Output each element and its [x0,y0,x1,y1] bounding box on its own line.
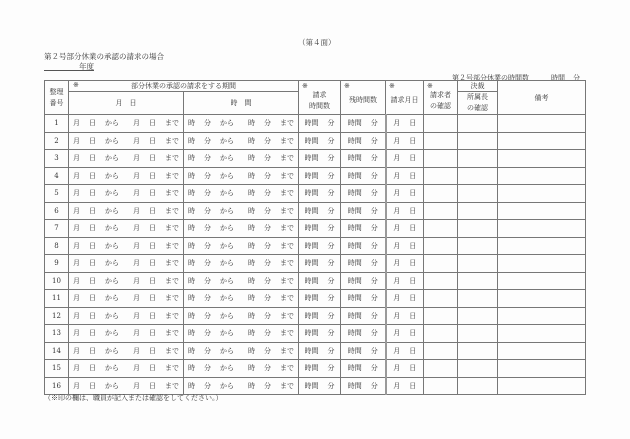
row-number: 11 [45,290,69,308]
head-confirm-field[interactable] [458,255,498,273]
head-confirm-field[interactable] [458,307,498,325]
requester-confirm-field[interactable] [424,307,458,325]
row-number: 16 [45,377,69,395]
date-range-field[interactable]: 月 日 から 月 日 まで [69,290,184,308]
time-range-field[interactable]: 時 分 から 時 分 まで [184,185,299,203]
remarks-field[interactable] [498,220,586,238]
remarks-field[interactable] [498,342,586,360]
requested-hours-field[interactable]: 時間 分 [299,325,341,343]
remarks-field[interactable] [498,307,586,325]
header-period-group: ※ 部分休業の承認の請求をする期間 [69,81,299,92]
header-number: 整理 番号 [45,81,69,115]
request-date-field[interactable]: 月 日 [386,132,424,150]
header-remarks: 備考 [498,81,586,115]
remaining-hours-field[interactable]: 時間 分 [341,255,386,273]
header-requester-confirm: ※ 請求者 の確認 [424,81,458,115]
requester-confirm-field[interactable] [424,272,458,290]
head-confirm-field[interactable] [458,325,498,343]
remarks-field[interactable] [498,377,586,395]
table-row [45,342,586,360]
row-number: 10 [45,272,69,290]
row-number: 7 [45,220,69,238]
remaining-hours-field[interactable]: 時間 分 [341,132,386,150]
table-row [45,307,586,325]
table-row [45,377,586,395]
remarks-field[interactable] [498,325,586,343]
row-number: 15 [45,360,69,378]
row-number: 12 [45,307,69,325]
remaining-hours-field[interactable]: 時間 分 [341,115,386,133]
requested-hours-field[interactable]: 時間 分 [299,202,341,220]
table-row [45,202,586,220]
requester-confirm-field[interactable] [424,220,458,238]
table-row [45,185,586,203]
time-range-field[interactable]: 時 分 から 時 分 まで [184,115,299,133]
header-date: 月 日 [69,92,184,115]
row-number: 5 [45,185,69,203]
requested-hours-field[interactable]: 時間 分 [299,185,341,203]
remaining-hours-field[interactable]: 時間 分 [341,360,386,378]
row-number: 6 [45,202,69,220]
date-range-field[interactable]: 月 日 から 月 日 まで [69,360,184,378]
head-confirm-field[interactable] [458,342,498,360]
table-row [45,255,586,273]
table-row [45,272,586,290]
remaining-hours-field[interactable]: 時間 分 [341,202,386,220]
requested-hours-field[interactable]: 時間 分 [299,237,341,255]
requested-hours-field[interactable]: 時間 分 [299,150,341,168]
table-row [45,150,586,168]
requester-confirm-field[interactable] [424,360,458,378]
remaining-hours-field[interactable]: 時間 分 [341,237,386,255]
hours-unit: 時間 [551,74,565,82]
date-range-field[interactable]: 月 日 から 月 日 まで [69,307,184,325]
row-number: 4 [45,167,69,185]
requested-hours-field[interactable]: 時間 分 [299,307,341,325]
request-date-field[interactable]: 月 日 [386,237,424,255]
table-row [45,360,586,378]
remaining-hours-field[interactable]: 時間 分 [341,167,386,185]
request-date-field[interactable]: 月 日 [386,115,424,133]
time-range-field[interactable]: 時 分 から 時 分 まで [184,202,299,220]
time-range-field[interactable]: 時 分 から 時 分 まで [184,342,299,360]
date-range-field[interactable]: 月 日 から 月 日 まで [69,167,184,185]
time-range-field[interactable]: 時 分 から 時 分 まで [184,167,299,185]
date-range-field[interactable]: 月 日 から 月 日 まで [69,237,184,255]
date-range-field[interactable]: 月 日 から 月 日 まで [69,325,184,343]
date-range-field[interactable]: 月 日 から 月 日 まで [69,377,184,395]
date-range-field[interactable]: 月 日 から 月 日 まで [69,185,184,203]
partial-leave-request-table [44,80,586,395]
remarks-field[interactable] [498,360,586,378]
row-number: 1 [45,115,69,133]
requested-hours-field[interactable]: 時間 分 [299,342,341,360]
request-date-field[interactable]: 月 日 [386,220,424,238]
time-range-field[interactable]: 時 分 から 時 分 まで [184,255,299,273]
table-row [45,237,586,255]
header-request-date: ※ 請求月日 [386,81,424,115]
remaining-hours-field[interactable]: 時間 分 [341,150,386,168]
requested-hours-field[interactable]: 時間 分 [299,132,341,150]
requester-confirm-field[interactable] [424,115,458,133]
requested-hours-field[interactable]: 時間 分 [299,272,341,290]
remaining-hours-field[interactable]: 時間 分 [341,307,386,325]
remarks-field[interactable] [498,115,586,133]
requested-hours-field[interactable]: 時間 分 [299,167,341,185]
header-head-confirm: 所属長 の確認 [458,92,498,115]
requested-hours-field[interactable]: 時間 分 [299,220,341,238]
page-label: （第４面） [298,38,336,47]
head-confirm-field[interactable] [458,202,498,220]
remarks-field[interactable] [498,167,586,185]
time-range-field[interactable]: 時 分 から 時 分 まで [184,132,299,150]
time-range-field[interactable]: 時 分 から 時 分 まで [184,325,299,343]
requested-hours-field[interactable]: 時間 分 [299,360,341,378]
remaining-hours-field[interactable]: 時間 分 [341,377,386,395]
date-range-field[interactable]: 月 日 から 月 日 まで [69,132,184,150]
head-confirm-field[interactable] [458,150,498,168]
remarks-field[interactable] [498,272,586,290]
requested-hours-field[interactable]: 時間 分 [299,290,341,308]
time-range-field[interactable]: 時 分 から 時 分 まで [184,377,299,395]
requester-confirm-field[interactable] [424,325,458,343]
remaining-hours-field[interactable]: 時間 分 [341,220,386,238]
row-number: 9 [45,255,69,273]
remarks-field[interactable] [498,132,586,150]
requester-confirm-field[interactable] [424,342,458,360]
time-range-field[interactable]: 時 分 から 時 分 まで [184,307,299,325]
row-number: 2 [45,132,69,150]
date-range-field[interactable]: 月 日 から 月 日 まで [69,342,184,360]
document-title: 第２号部分休業の承認の請求の場合 [44,52,164,61]
request-date-field[interactable]: 月 日 [386,167,424,185]
time-range-field[interactable]: 時 分 から 時 分 まで [184,220,299,238]
request-date-field[interactable]: 月 日 [386,272,424,290]
remarks-field[interactable] [498,255,586,273]
remaining-hours-field[interactable]: 時間 分 [341,342,386,360]
remarks-field[interactable] [498,202,586,220]
header-requested-hours: ※ 請求 時間数 [299,81,341,115]
hours-summary-label: 第２号部分休業の時間数 [452,74,529,82]
head-confirm-field[interactable] [458,360,498,378]
requester-confirm-field[interactable] [424,185,458,203]
request-date-field[interactable]: 月 日 [386,185,424,203]
head-confirm-field[interactable] [458,167,498,185]
table-row [45,290,586,308]
table-row [45,132,586,150]
head-confirm-field[interactable] [458,185,498,203]
table-row [45,325,586,343]
request-date-field[interactable]: 月 日 [386,307,424,325]
head-confirm-field[interactable] [458,290,498,308]
date-range-field[interactable]: 月 日 から 月 日 まで [69,202,184,220]
time-range-field[interactable]: 時 分 から 時 分 まで [184,237,299,255]
time-range-field[interactable]: 時 分 から 時 分 まで [184,360,299,378]
request-date-field[interactable]: 月 日 [386,377,424,395]
fiscal-year-field[interactable] [44,61,94,71]
minutes-unit: 分 [573,74,580,82]
table-row [45,220,586,238]
header-remaining-hours: ※ 残時間数 [341,81,386,115]
time-range-field[interactable]: 時 分 から 時 分 まで [184,150,299,168]
remaining-hours-field[interactable]: 時間 分 [341,272,386,290]
date-range-field[interactable]: 月 日 から 月 日 まで [69,115,184,133]
requester-confirm-field[interactable] [424,237,458,255]
requester-confirm-field[interactable] [424,255,458,273]
requested-hours-field[interactable]: 時間 分 [299,377,341,395]
request-date-field[interactable]: 月 日 [386,202,424,220]
row-number: 13 [45,325,69,343]
remaining-hours-field[interactable]: 時間 分 [341,185,386,203]
requester-confirm-field[interactable] [424,132,458,150]
remaining-hours-field[interactable]: 時間 分 [341,325,386,343]
head-confirm-field[interactable] [458,115,498,133]
header-time: 時 間 [184,92,299,115]
row-number: 14 [45,342,69,360]
header-approval: 決裁 [458,81,498,92]
table-row [45,115,586,133]
row-number: 3 [45,150,69,168]
footnote: （※印の欄は、職員が記入または確認をしてください。） [44,394,223,402]
remarks-field[interactable] [498,290,586,308]
request-date-field[interactable]: 月 日 [386,360,424,378]
head-confirm-field[interactable] [458,237,498,255]
requested-hours-field[interactable]: 時間 分 [299,255,341,273]
requester-confirm-field[interactable] [424,167,458,185]
request-date-field[interactable]: 月 日 [386,290,424,308]
request-date-field[interactable]: 月 日 [386,342,424,360]
remarks-field[interactable] [498,185,586,203]
remaining-hours-field[interactable]: 時間 分 [341,290,386,308]
requester-confirm-field[interactable] [424,290,458,308]
head-confirm-field[interactable] [458,132,498,150]
remarks-field[interactable] [498,150,586,168]
fiscal-year-label: 年度 [79,62,94,71]
date-range-field[interactable]: 月 日 から 月 日 まで [69,255,184,273]
requester-confirm-field[interactable] [424,202,458,220]
remarks-field[interactable] [498,237,586,255]
time-range-field[interactable]: 時 分 から 時 分 まで [184,272,299,290]
date-range-field[interactable]: 月 日 から 月 日 まで [69,150,184,168]
head-confirm-field[interactable] [458,272,498,290]
head-confirm-field[interactable] [458,220,498,238]
requested-hours-field[interactable]: 時間 分 [299,115,341,133]
row-number: 8 [45,237,69,255]
requester-confirm-field[interactable] [424,377,458,395]
table-row [45,167,586,185]
requester-confirm-field[interactable] [424,150,458,168]
time-range-field[interactable]: 時 分 から 時 分 まで [184,290,299,308]
date-range-field[interactable]: 月 日 から 月 日 まで [69,220,184,238]
request-date-field[interactable]: 月 日 [386,150,424,168]
head-confirm-field[interactable] [458,377,498,395]
request-date-field[interactable]: 月 日 [386,255,424,273]
date-range-field[interactable]: 月 日 から 月 日 まで [69,272,184,290]
request-date-field[interactable]: 月 日 [386,325,424,343]
